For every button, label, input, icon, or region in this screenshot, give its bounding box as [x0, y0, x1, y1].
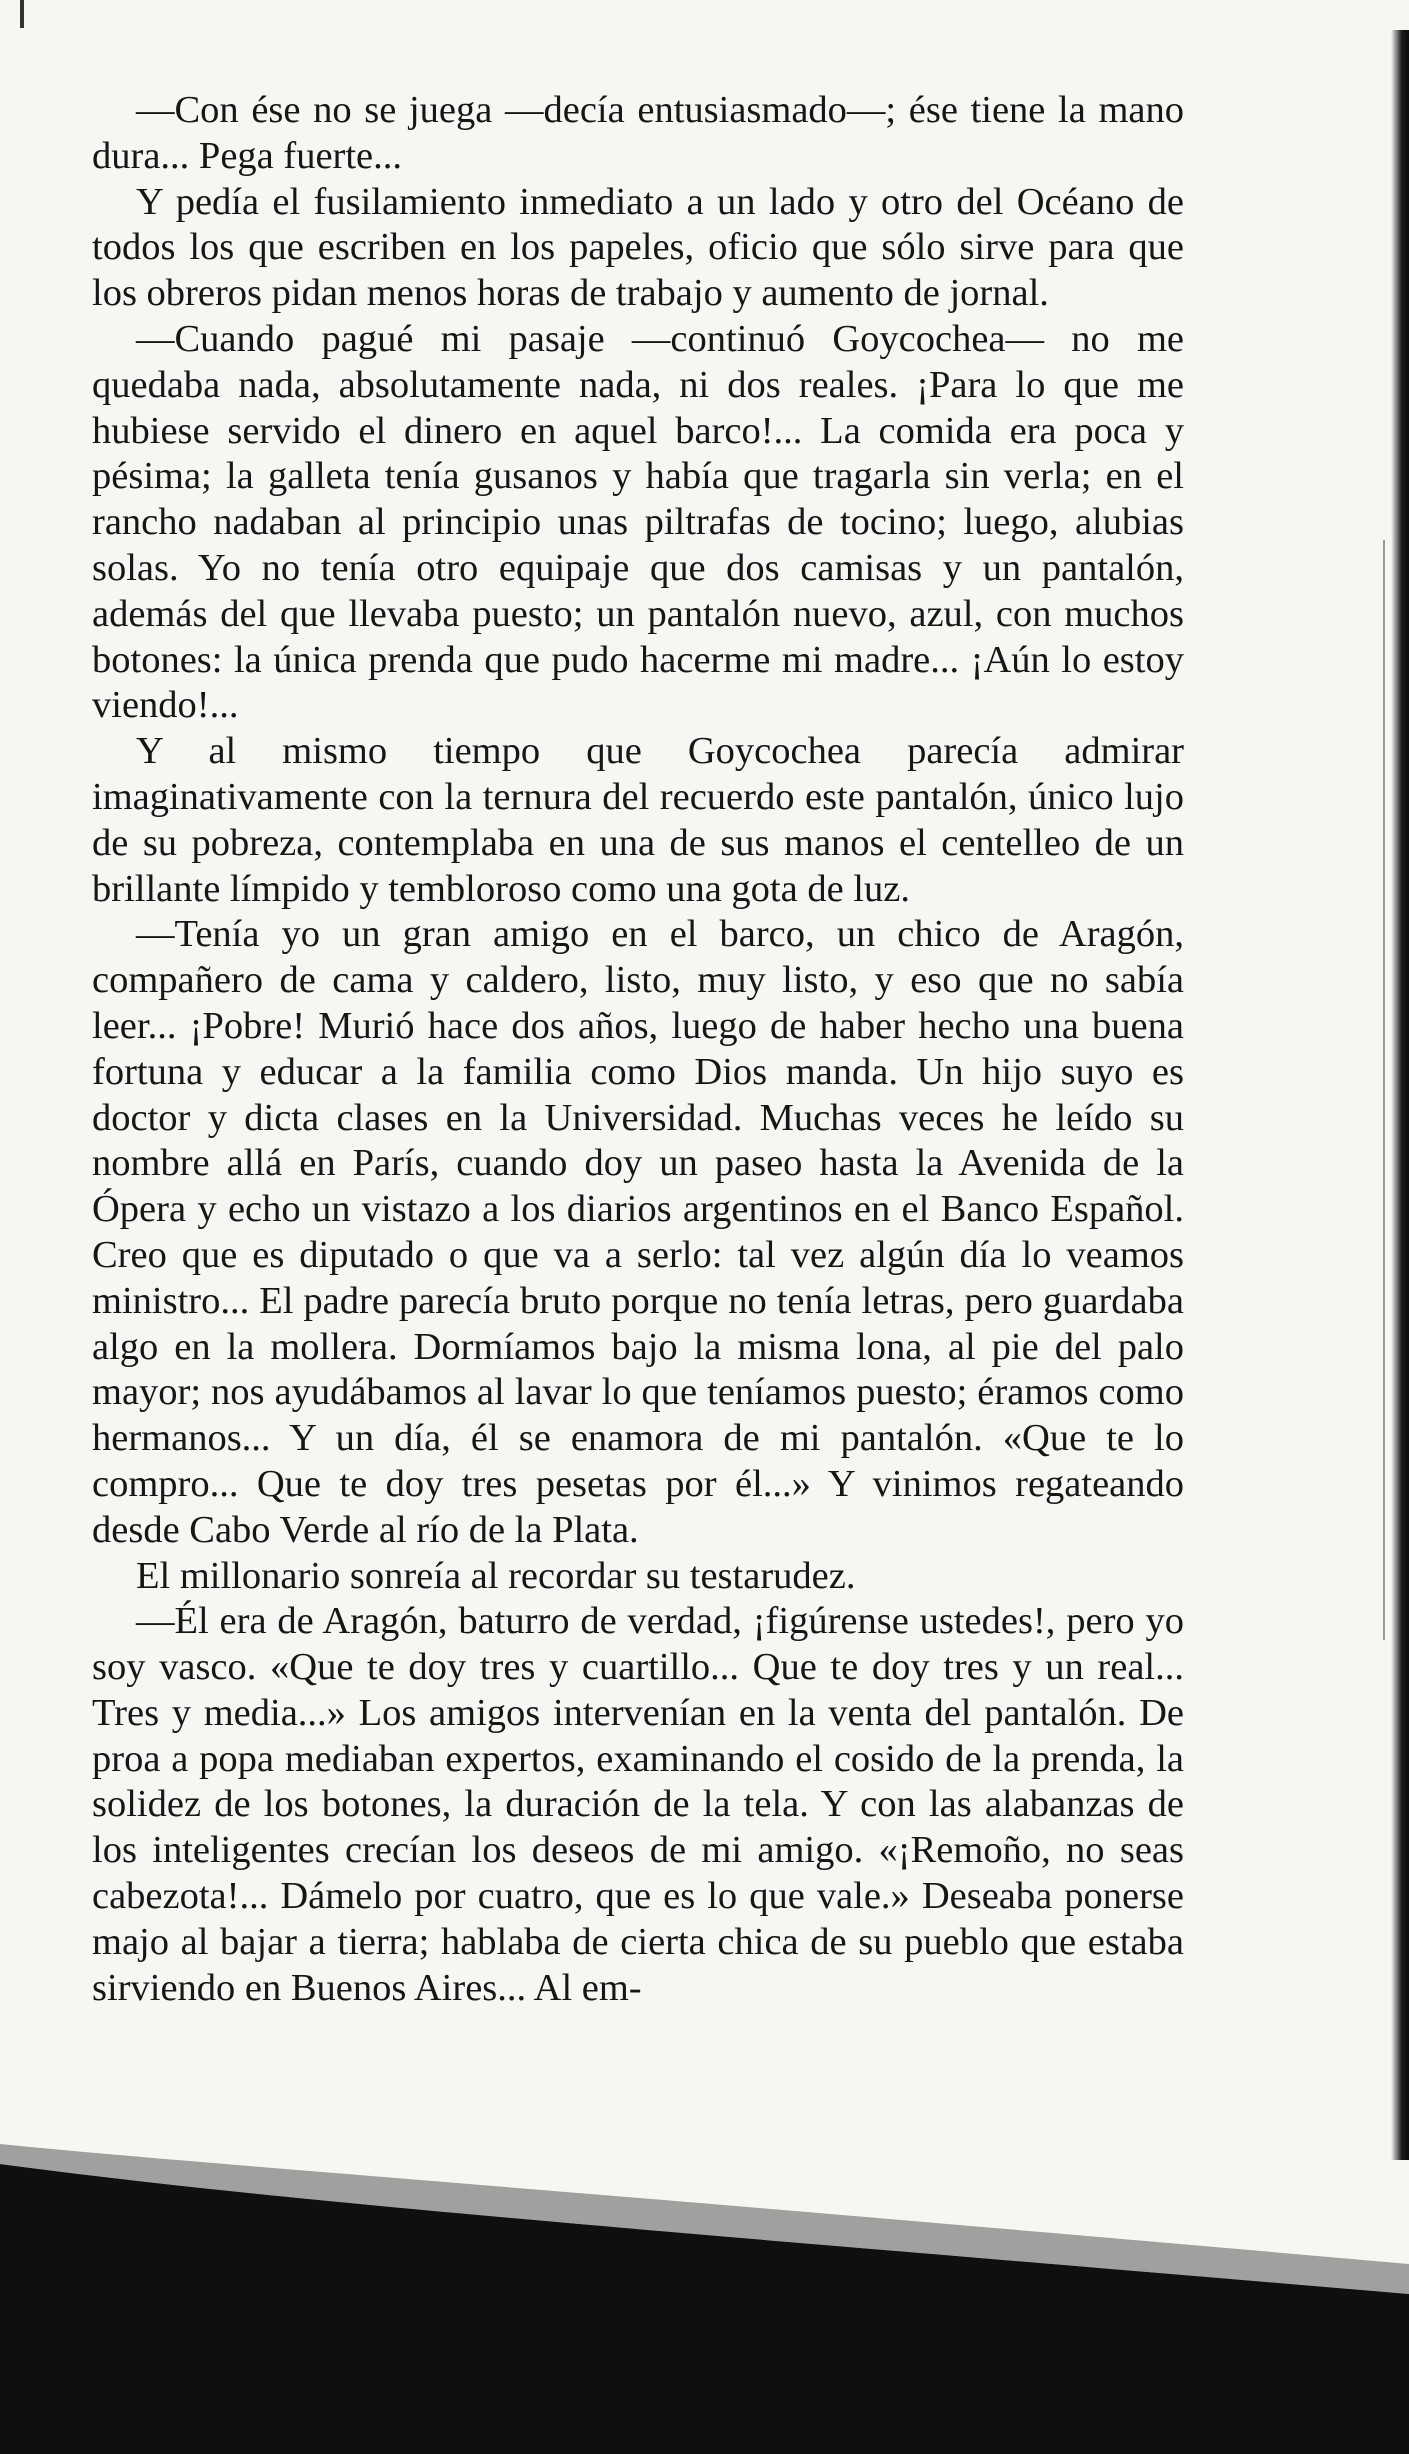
- paragraph: Y pedía el fusilamiento inmediato a un lado y otro del Océano de todos los que escriben en los papeles, oficio que sólo sirve para que los obreros pidan menos horas de trabajo y aumento de jornal.: [92, 180, 1184, 315]
- scan-line-right: [1383, 540, 1385, 1640]
- paragraph: —Él era de Aragón, baturro de verdad, ¡figúrense ustedes!, pero yo soy vasco. «Que te doy tres y cuartillo... Que te doy tres y un real... Tres y media...» Los amigos intervenían en la venta del pantalón. De proa a popa mediaban expertos, examinando el cosido de la prenda, la solidez de los botones, la duración de la tela. Y con las alabanzas de los inteligentes crecían los deseos de mi amigo. «¡Remoño, no seas cabezota!... Dámelo por cuatro, que es lo que vale.» Deseaba ponerse majo al bajar a tierra; hablaba de cierta chica de su pueblo que estaba sirviendo en Buenos Aires... Al em-: [92, 1600, 1184, 2009]
- paragraph: Y al mismo tiempo que Goycochea parecía admirar imaginativamente con la ternura del recuerdo este pantalón, único lujo de su pobreza, contemplaba en una de sus manos el centelleo de un brillante límpido y tembloroso como una gota de luz.: [92, 730, 1184, 910]
- paragraph: —Con ése no se juega —decía entusiasmado—; ése tiene la mano dura... Pega fuerte...: [92, 89, 1184, 177]
- paragraph: El millonario sonreía al recordar su testarudez.: [136, 1554, 856, 1597]
- body-text: [92, 88, 1184, 2011]
- scan-shadow-bottom: [0, 2144, 1409, 2454]
- paragraph: —Cuando pagué mi pasaje —continuó Goycochea— no me quedaba nada, absolutamente nada, ni dos reales. ¡Para lo que me hubiese servido el dinero en aquel barco!... La comida era poca y pésima; la galleta tenía gusanos y había que tragarla sin verla; en el rancho nadaban al principio unas piltrafas de tocino; luego, alubias solas. Yo no tenía otro equipaje que dos camisas y un pantalón, además del que llevaba puesto; un pantalón nuevo, azul, con muchos botones: la única prenda que pudo hacerme mi madre... ¡Aún lo estoy viendo!...: [92, 317, 1184, 727]
- scan-artifact-top: [20, 0, 24, 28]
- scan-shadow-right: [1391, 30, 1409, 2160]
- paragraph: —Tenía yo un gran amigo en el barco, un chico de Aragón, compañero de cama y caldero, listo, muy listo, y eso que no sabía leer... ¡Pobre! Murió hace dos años, luego de haber hecho una buena fortuna y educar a la familia como Dios manda. Un hijo suyo es doctor y dicta clases en la Universidad. Muchas veces he leído su nombre allá en París, cuando doy un paseo hasta la Avenida de la Ópera y echo un vistazo a los diarios argentinos en el Banco Español. Creo que es diputado o que va a serlo: tal vez algún día lo veamos ministro... El padre parecía bruto porque no tenía letras, pero guardaba algo en la mollera. Dormíamos bajo la misma lona, al pie del palo mayor; nos ayudábamos al lavar lo que teníamos puesto; éramos como hermanos... Y un día, él se enamora de mi pantalón. «Que te lo compro... Que te doy tres pesetas por él...» Y vinimos regateando desde Cabo Verde al río de la Plata.: [92, 913, 1184, 1551]
